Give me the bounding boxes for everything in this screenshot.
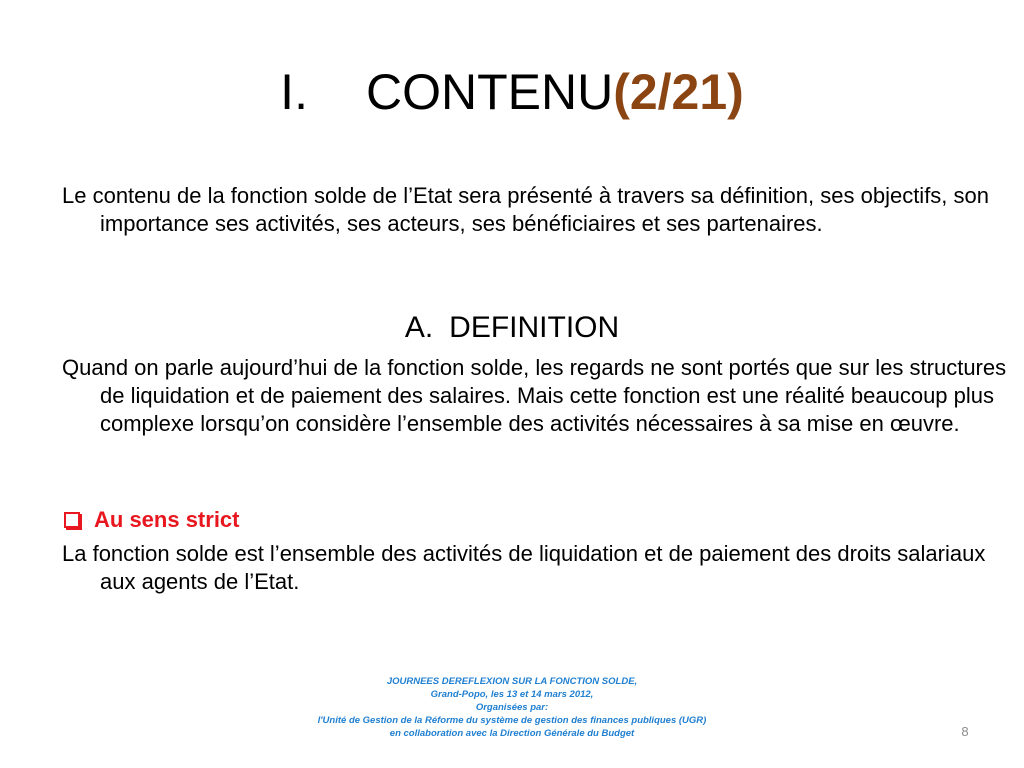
section-heading [0, 310, 1024, 346]
footer [0, 675, 1024, 740]
intro-paragraph: Le contenu de la fonction solde de l’Etat sera présenté à travers sa définition, ses objectifs, son importance ses activités, ses acteurs, ses bénéficiaires et ses partenaires. [62, 183, 989, 236]
bullet-heading [62, 506, 240, 534]
checkbox-bullet-icon [64, 512, 80, 528]
page-number: 8 [961, 724, 969, 739]
footer-line: l'Unité de Gestion de la Réforme du système de gestion des finances publiques (UGR) [317, 715, 707, 726]
title-slide-counter: (2/21) [613, 64, 744, 120]
strict-paragraph: La fonction solde est l’ensemble des activités de liquidation et de paiement des droits salariaux aux agents de l’Etat. [62, 541, 986, 594]
section-title: DEFINITION [449, 311, 620, 344]
title-text: CONTENU [365, 64, 614, 120]
footer-line: Grand-Popo, les 13 et 14 mars 2012, [430, 689, 594, 700]
footer-line: en collaboration avec la Direction Générale du Budget [389, 728, 635, 739]
footer-line: Organisées par: [475, 702, 549, 713]
bullet-label: Au sens strict [94, 507, 240, 532]
footer-line: JOURNEES DEREFLEXION SUR LA FONCTION SOLDE, [386, 676, 638, 687]
slide-title [0, 62, 1024, 122]
title-roman-numeral: I. [280, 64, 308, 120]
definition-paragraph: Quand on parle aujourd’hui de la fonction solde, les regards ne sont portés que sur les structures de liquidation et de paiement des salaires. Mais cette fonction est une réalité beaucoup plus complexe lorsqu’on considère l’ensemble des activités nécessaires à sa mise en œuvre. [62, 355, 1007, 436]
section-letter: A. [404, 311, 434, 344]
